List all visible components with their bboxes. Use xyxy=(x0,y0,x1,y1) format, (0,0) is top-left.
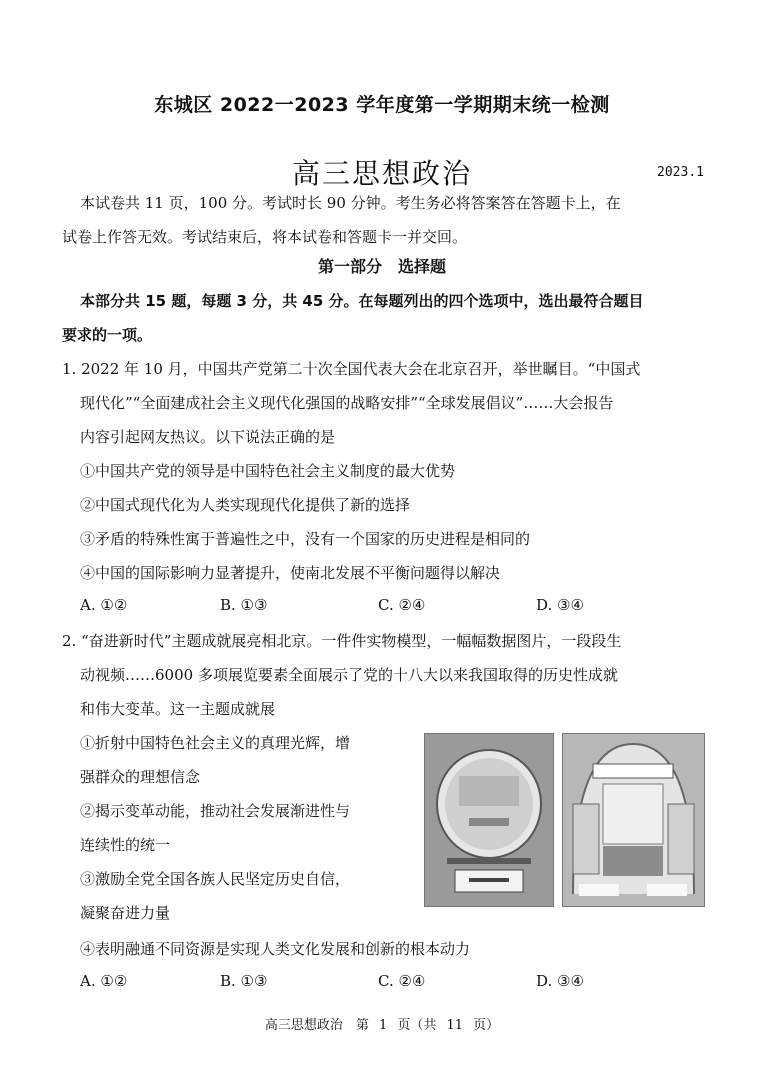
q2-statement-4: ④表明融通不同资源是实现人类文化发展和创新的根本动力 xyxy=(80,940,471,958)
section-desc-line-2: 要求的一项。 xyxy=(62,326,153,344)
page-footer: 高三思想政治 第 1 页（共 11 页） xyxy=(264,1018,500,1033)
q1-statement-4: ④中国的国际影响力显著提升，使南北发展不平衡问题得以解决 xyxy=(80,564,501,582)
q2-option-d: D. ③④ xyxy=(536,972,584,990)
q1-stem-line-2: 现代化”“全面建成社会主义现代化强国的战略安排”“全球发展倡议”……大会报告 xyxy=(80,394,614,412)
q2-stem-line-3: 和伟大变革。这一主题成就展 xyxy=(80,700,276,718)
q1-statement-2: ②中国式现代化为人类实现现代化提供了新的选择 xyxy=(80,496,411,514)
q2-statement-1-line-2: 强群众的理想信念 xyxy=(80,768,201,786)
exam-date: 2023.1 xyxy=(657,165,704,180)
q2-stem-line-1: 2. “奋进新时代”主题成就展亮相北京。一件件实物模型，一幅幅数据图片，一段段生 xyxy=(62,632,622,650)
q2-statement-1-line-1: ①折射中国特色社会主义的真理光辉，增 xyxy=(80,734,351,752)
exhibition-booth-photo xyxy=(562,733,705,907)
q2-statement-3-line-1: ③激励全党全国各族人民坚定历史自信， xyxy=(80,870,351,888)
q1-stem-line-3: 内容引起网友热议。以下说法正确的是 xyxy=(80,428,336,446)
subject-title: 高三思想政治 xyxy=(291,157,472,190)
crystal-model-photo xyxy=(424,733,554,907)
q2-statement-2-line-1: ②揭示变革动能，推动社会发展渐进性与 xyxy=(80,802,351,820)
section-title: 第一部分 选择题 xyxy=(317,257,446,276)
intro-line-1: 本试卷共 11 页，100 分。考试时长 90 分钟。考生务必将答案答在答题卡上，在 xyxy=(80,194,621,212)
q1-option-a: A. ①② xyxy=(80,596,128,614)
q1-stem-line-1: 1. 2022 年 10 月，中国共产党第二十次全国代表大会在北京召开，举世瞩目。“中国式 xyxy=(62,360,641,378)
q1-statement-3: ③矛盾的特殊性寓于普遍性之中，没有一个国家的历史进程是相同的 xyxy=(80,530,531,548)
q2-stem-line-2: 动视频……6000 多项展览要素全面展示了党的十八大以来我国取得的历史性成就 xyxy=(80,666,618,684)
intro-line-2: 试卷上作答无效。考试结束后，将本试卷和答题卡一并交回。 xyxy=(62,228,468,246)
q2-option-a: A. ①② xyxy=(80,972,128,990)
q2-option-c: C. ②④ xyxy=(378,972,426,990)
q1-option-d: D. ③④ xyxy=(536,596,584,614)
q1-option-b: B. ①③ xyxy=(220,596,268,614)
q2-statement-2-line-2: 连续性的统一 xyxy=(80,836,171,854)
q2-statement-3-line-2: 凝聚奋进力量 xyxy=(80,904,171,922)
q1-statement-1: ①中国共产党的领导是中国特色社会主义制度的最大优势 xyxy=(80,462,456,480)
exam-title: 东城区 2022一2023 学年度第一学期期末统一检测 xyxy=(154,94,610,116)
q2-option-b: B. ①③ xyxy=(220,972,268,990)
q1-option-c: C. ②④ xyxy=(378,596,426,614)
section-desc-line-1: 本部分共 15 题，每题 3 分，共 45 分。在每题列出的四个选项中，选出最符合题目 xyxy=(80,292,644,310)
